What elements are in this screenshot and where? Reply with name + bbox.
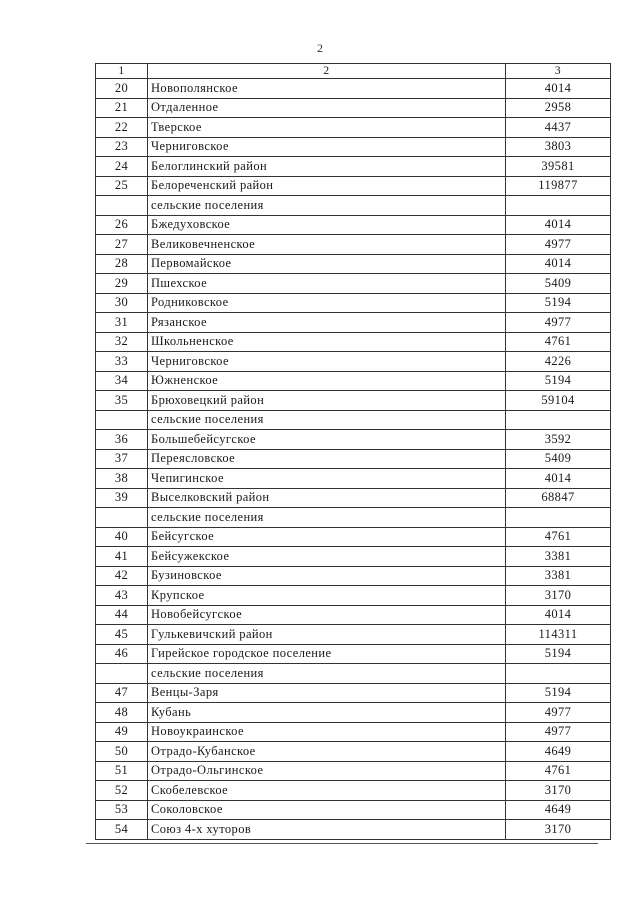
settlement-name: Союз 4-х хуторов — [148, 820, 506, 840]
settlement-value — [506, 508, 611, 528]
row-number: 36 — [96, 430, 148, 450]
settlement-name: Пшехское — [148, 274, 506, 294]
settlement-value: 5194 — [506, 371, 611, 391]
table-row — [96, 800, 611, 820]
settlement-value: 4761 — [506, 761, 611, 781]
settlement-name: Новополянское — [148, 79, 506, 99]
settlement-name: Бейсугское — [148, 527, 506, 547]
row-number: 42 — [96, 566, 148, 586]
table-row — [96, 79, 611, 99]
settlement-name: Брюховецкий район — [148, 391, 506, 411]
row-number: 38 — [96, 469, 148, 489]
table-row — [96, 547, 611, 567]
settlement-name: Тверское — [148, 118, 506, 138]
settlement-name: Венцы-Заря — [148, 683, 506, 703]
row-number: 29 — [96, 274, 148, 294]
settlement-name: Черниговское — [148, 137, 506, 157]
settlement-name: Южненское — [148, 371, 506, 391]
table-row — [96, 313, 611, 333]
table-row — [96, 566, 611, 586]
table-row — [96, 820, 611, 840]
table-row — [96, 332, 611, 352]
settlement-value: 4977 — [506, 313, 611, 333]
settlement-value: 5194 — [506, 683, 611, 703]
table-row — [96, 781, 611, 801]
row-number: 47 — [96, 683, 148, 703]
settlement-value: 3592 — [506, 430, 611, 450]
settlement-name: сельские поселения — [148, 664, 506, 684]
row-number: 52 — [96, 781, 148, 801]
settlement-name: Черниговское — [148, 352, 506, 372]
table-row — [96, 703, 611, 723]
settlement-value: 4761 — [506, 332, 611, 352]
header-col-number: 1 — [96, 64, 148, 79]
table-row — [96, 371, 611, 391]
table-row — [96, 293, 611, 313]
row-number: 45 — [96, 625, 148, 645]
settlement-value: 3381 — [506, 547, 611, 567]
row-number: 22 — [96, 118, 148, 138]
table-row — [96, 137, 611, 157]
row-number: 50 — [96, 742, 148, 762]
row-number: 30 — [96, 293, 148, 313]
settlement-name: Белоглинский район — [148, 157, 506, 177]
settlement-value: 39581 — [506, 157, 611, 177]
table-row — [96, 761, 611, 781]
settlement-name: Кубань — [148, 703, 506, 723]
row-number: 40 — [96, 527, 148, 547]
table-header — [96, 64, 611, 79]
row-number: 25 — [96, 176, 148, 196]
table-row — [96, 157, 611, 177]
table-row — [96, 664, 611, 684]
row-number: 37 — [96, 449, 148, 469]
settlement-name: Школьненское — [148, 332, 506, 352]
header-col-value: 3 — [506, 64, 611, 79]
row-number: 20 — [96, 79, 148, 99]
table-row — [96, 605, 611, 625]
settlement-value: 2958 — [506, 98, 611, 118]
settlement-value: 4649 — [506, 742, 611, 762]
row-number: 31 — [96, 313, 148, 333]
settlement-value: 3803 — [506, 137, 611, 157]
settlement-value: 4014 — [506, 215, 611, 235]
settlement-name: Новобейсугское — [148, 605, 506, 625]
settlement-name: Крупское — [148, 586, 506, 606]
row-number: 53 — [96, 800, 148, 820]
table-row — [96, 98, 611, 118]
row-number: 27 — [96, 235, 148, 255]
row-number: 35 — [96, 391, 148, 411]
row-number: 44 — [96, 605, 148, 625]
settlement-value: 3381 — [506, 566, 611, 586]
row-number: 51 — [96, 761, 148, 781]
settlement-name: Белореченский район — [148, 176, 506, 196]
table-row — [96, 683, 611, 703]
settlement-name: Рязанское — [148, 313, 506, 333]
settlement-value: 4761 — [506, 527, 611, 547]
table-row — [96, 430, 611, 450]
settlement-name: Чепигинское — [148, 469, 506, 489]
settlement-value: 3170 — [506, 586, 611, 606]
settlement-value: 68847 — [506, 488, 611, 508]
table-body — [96, 79, 611, 840]
table-row — [96, 625, 611, 645]
settlement-value — [506, 196, 611, 216]
settlement-value: 119877 — [506, 176, 611, 196]
table-row — [96, 469, 611, 489]
table-row — [96, 391, 611, 411]
settlement-value: 4977 — [506, 722, 611, 742]
settlement-value: 4226 — [506, 352, 611, 372]
settlement-value: 4977 — [506, 703, 611, 723]
settlement-value: 5409 — [506, 274, 611, 294]
settlement-value: 5194 — [506, 293, 611, 313]
settlement-name: Выселковский район — [148, 488, 506, 508]
row-number — [96, 196, 148, 216]
settlement-value: 5409 — [506, 449, 611, 469]
row-number: 39 — [96, 488, 148, 508]
header-row — [96, 64, 611, 79]
table-row — [96, 644, 611, 664]
table-row — [96, 235, 611, 255]
settlements-table — [95, 63, 611, 840]
table-row — [96, 352, 611, 372]
row-number: 26 — [96, 215, 148, 235]
row-number: 48 — [96, 703, 148, 723]
table-row — [96, 527, 611, 547]
settlement-name: Бжедуховское — [148, 215, 506, 235]
table-row — [96, 176, 611, 196]
table-row — [96, 118, 611, 138]
table-row — [96, 508, 611, 528]
settlement-name: Соколовское — [148, 800, 506, 820]
settlement-name: Бузиновское — [148, 566, 506, 586]
row-number: 32 — [96, 332, 148, 352]
settlement-name: сельские поселения — [148, 410, 506, 430]
table-row — [96, 449, 611, 469]
settlement-name: Отдаленное — [148, 98, 506, 118]
table-row — [96, 742, 611, 762]
row-number — [96, 508, 148, 528]
header-col-name: 2 — [148, 64, 506, 79]
table-row — [96, 722, 611, 742]
settlement-value: 4014 — [506, 79, 611, 99]
settlement-value: 4014 — [506, 469, 611, 489]
settlement-name: Бейсужекское — [148, 547, 506, 567]
settlement-name: Отрадо-Кубанское — [148, 742, 506, 762]
row-number: 33 — [96, 352, 148, 372]
settlement-value: 59104 — [506, 391, 611, 411]
settlement-value: 3170 — [506, 781, 611, 801]
row-number: 41 — [96, 547, 148, 567]
settlement-value: 4977 — [506, 235, 611, 255]
row-number: 21 — [96, 98, 148, 118]
row-number: 43 — [96, 586, 148, 606]
settlement-value: 114311 — [506, 625, 611, 645]
settlement-value: 4437 — [506, 118, 611, 138]
table-row — [96, 274, 611, 294]
settlement-name: Великовечненское — [148, 235, 506, 255]
table-row — [96, 586, 611, 606]
page-number: 2 — [317, 41, 323, 55]
table-row — [96, 196, 611, 216]
row-number — [96, 410, 148, 430]
table-row — [96, 254, 611, 274]
settlement-value: 4649 — [506, 800, 611, 820]
bottom-rule — [86, 843, 598, 844]
row-number: 24 — [96, 157, 148, 177]
settlement-name: сельские поселения — [148, 196, 506, 216]
settlement-value — [506, 410, 611, 430]
settlement-value: 4014 — [506, 605, 611, 625]
settlement-value: 5194 — [506, 644, 611, 664]
row-number — [96, 664, 148, 684]
settlement-name: сельские поселения — [148, 508, 506, 528]
table-row — [96, 488, 611, 508]
settlement-name: Первомайское — [148, 254, 506, 274]
row-number: 23 — [96, 137, 148, 157]
settlement-name: Гулькевичский район — [148, 625, 506, 645]
settlement-name: Гирейское городское поселение — [148, 644, 506, 664]
table-row — [96, 410, 611, 430]
settlement-name: Родниковское — [148, 293, 506, 313]
row-number: 46 — [96, 644, 148, 664]
row-number: 28 — [96, 254, 148, 274]
settlement-name: Скобелевское — [148, 781, 506, 801]
table-row — [96, 215, 611, 235]
settlement-name: Новоукраинское — [148, 722, 506, 742]
row-number: 49 — [96, 722, 148, 742]
settlement-value: 3170 — [506, 820, 611, 840]
settlement-name: Отрадо-Ольгинское — [148, 761, 506, 781]
settlement-name: Переясловское — [148, 449, 506, 469]
row-number: 34 — [96, 371, 148, 391]
settlement-value: 4014 — [506, 254, 611, 274]
row-number: 54 — [96, 820, 148, 840]
settlement-value — [506, 664, 611, 684]
settlement-name: Большебейсугское — [148, 430, 506, 450]
